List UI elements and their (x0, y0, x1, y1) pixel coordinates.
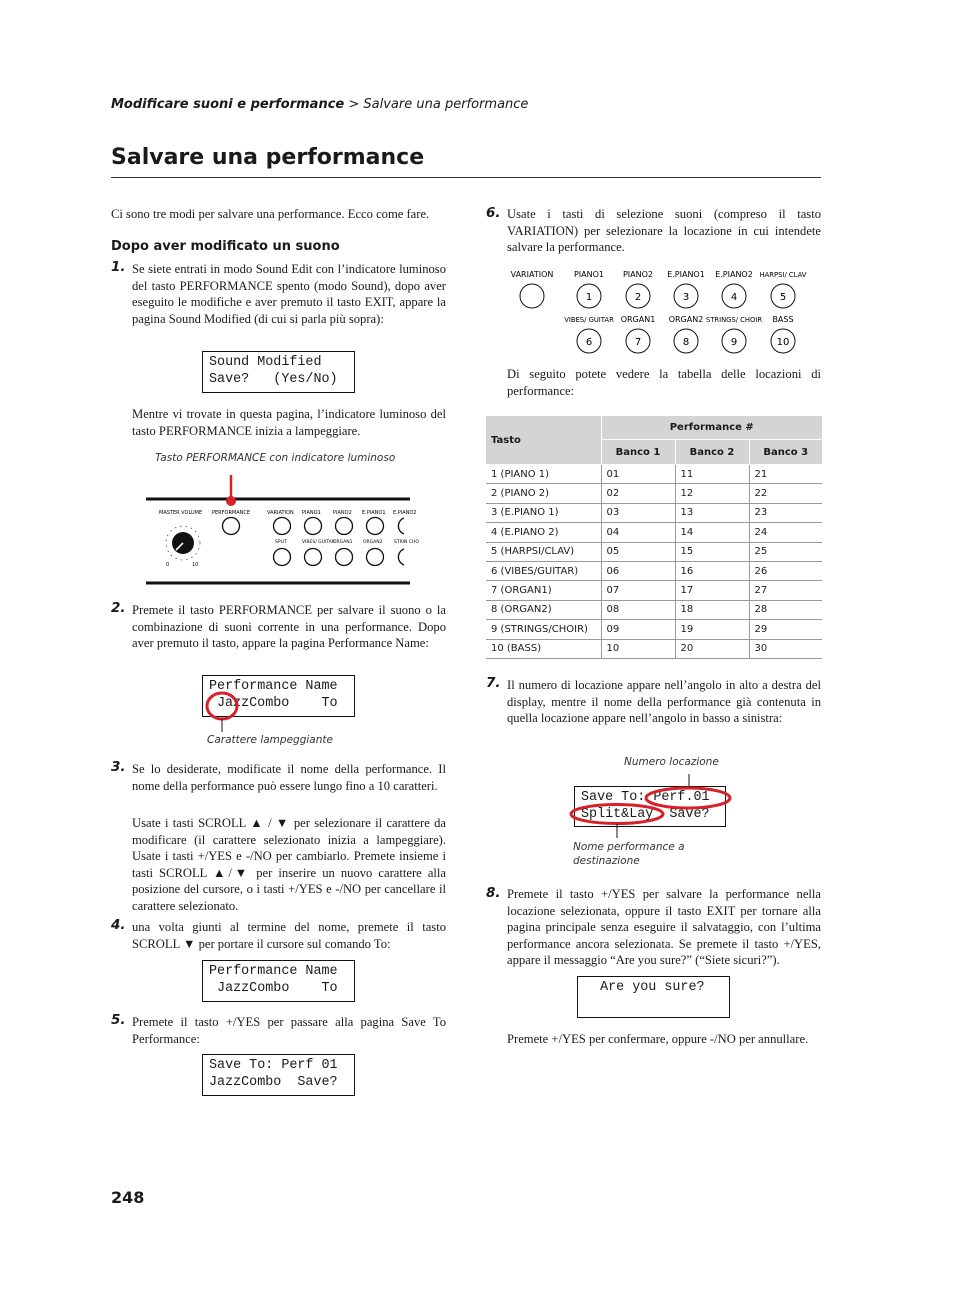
table-row (486, 465, 822, 484)
table-cell: 3 (E.PIANO 1) (486, 503, 601, 522)
panel-button (274, 518, 291, 535)
table-row (486, 503, 822, 522)
btn-label-organ2: ORGAN2 (668, 315, 704, 324)
panel-label-strings: STRIN CHO (394, 540, 419, 545)
lcd-line: Save? (Yes/No) (209, 372, 338, 387)
table-cell: 8 (ORGAN2) (486, 600, 601, 619)
lcd-line: JazzCombo To (209, 981, 338, 996)
intro-text: Ci sono tre modi per salvare una performance. Ecco come fare. (111, 207, 430, 221)
subheading: Dopo aver modificato un suono (111, 239, 340, 254)
btn-label-harpsi: HARPSI/ CLAV (759, 271, 807, 279)
table-cell: 5 (HARPSI/CLAV) (486, 542, 601, 561)
lcd-line: Are you sure? (584, 980, 705, 995)
step-7-text: Il numero di locazione appare nell’angolo in alto a destra del display, mentre il nome della performance già contenuta in quella locazione appare nell’angolo in basso a sinistra: (507, 678, 821, 726)
front-panel-illustration (146, 465, 419, 589)
lcd-line: JazzCombo To (217, 696, 338, 711)
table-cell: 10 (BASS) (486, 639, 601, 658)
lcd-line: Save To: Perf.01 (581, 790, 710, 805)
table-cell: 2 (PIANO 2) (486, 484, 601, 503)
btn-num-7: 7 (634, 337, 642, 348)
table-row (486, 561, 822, 580)
panel-button (305, 518, 322, 535)
lcd-line: Split&Lay Save? (581, 807, 710, 822)
table-cell: 6 (VIBES/GUITAR) (486, 561, 601, 580)
blink-highlight (200, 690, 250, 734)
step-7-number: 7. (486, 675, 501, 691)
btn-label-piano1: PIANO1 (573, 270, 605, 279)
lcd-are-you-sure (577, 976, 730, 1018)
header-bank-2: Banco 2 (675, 440, 749, 465)
table-cell: 13 (675, 503, 749, 522)
step-6-number: 6. (486, 205, 501, 221)
table-cell: 15 (675, 542, 749, 561)
btn-num-5: 5 (779, 292, 787, 303)
panel-button-partial (398, 549, 404, 565)
step-1-number: 1. (111, 259, 126, 275)
table-cell: 12 (675, 484, 749, 503)
btn-label-piano2: PIANO2 (622, 270, 654, 279)
step-5-number: 5. (111, 1012, 126, 1028)
btn-num-1: 1 (585, 292, 593, 303)
step-2-number: 2. (111, 600, 126, 616)
step-8-number: 8. (486, 885, 501, 901)
step-4-number: 4. (111, 917, 126, 933)
variation-button (520, 284, 544, 308)
step-8-note: Premete +/YES per confermare, oppure -/NO per annullare. (507, 1032, 809, 1046)
breadcrumb-section: Modificare suoni e performance (111, 97, 345, 112)
lcd-line: Sound Modified (209, 355, 322, 370)
table-cell: 14 (675, 523, 749, 542)
step-2-text: Premete il tasto PERFORMANCE per salvare il suono o la combinazione di suoni corrente in una performance. Dopo aver premuto il tasto, appare la pagina Performance Name: (132, 603, 446, 651)
step-5-text: Premete il tasto +/YES per passare alla pagina Save To Performance: (132, 1015, 446, 1046)
table-row (486, 600, 822, 619)
header-tasto: Tasto (486, 416, 601, 465)
name-highlight (571, 805, 663, 824)
table-cell: 02 (601, 484, 675, 503)
lcd-save-to-1 (202, 1054, 355, 1096)
table-cell: 7 (ORGAN1) (486, 581, 601, 600)
table-row (486, 581, 822, 600)
lcd-performance-name-2 (202, 960, 355, 1002)
table-cell: 19 (675, 620, 749, 639)
lcd-sound-modified (202, 351, 355, 393)
panel-button-partial (398, 518, 404, 534)
lcd-line: Performance Name (209, 679, 338, 694)
btn-num-2: 2 (634, 292, 642, 303)
panel-label-epiano2: E.PIANO2 (393, 510, 417, 516)
btn-num-8: 8 (682, 337, 690, 348)
panel-button (336, 549, 353, 566)
lcd-line: JazzCombo Save? (209, 1075, 338, 1090)
table-cell: 24 (749, 523, 822, 542)
page-title: Salvare una performance (111, 145, 425, 170)
panel-label-piano2: PIANO2 (333, 510, 352, 516)
panel-label-variation: VARIATION (267, 510, 294, 516)
panel-label-epiano1: E.PIANO1 (362, 510, 386, 516)
btn-num-3: 3 (682, 292, 690, 303)
btn-num-10: 10 (776, 337, 790, 348)
table-cell: 26 (749, 561, 822, 580)
table-cell: 01 (601, 465, 675, 484)
table-cell: 27 (749, 581, 822, 600)
table-cell: 4 (E.PIANO 2) (486, 523, 601, 542)
btn-label-organ1: ORGAN1 (620, 315, 656, 324)
table-cell: 25 (749, 542, 822, 561)
table-cell: 20 (675, 639, 749, 658)
breadcrumb-page: Salvare una performance (363, 97, 529, 112)
table-row (486, 639, 822, 658)
breadcrumb (111, 97, 528, 112)
btn-label-strings: STRINGS/ CHOIR (705, 316, 763, 324)
panel-label-organ1: ORGAN1 (333, 540, 353, 545)
table-header-row (486, 416, 822, 440)
title-rule (111, 177, 821, 178)
table-cell: 10 (601, 639, 675, 658)
btn-label-bass: BASS (772, 315, 794, 324)
table-cell: 22 (749, 484, 822, 503)
panel-button (305, 549, 322, 566)
table-cell: 21 (749, 465, 822, 484)
panel-button (367, 549, 384, 566)
step-1-note: Mentre vi trovate in questa pagina, l’indicatore luminoso del tasto PERFORMANCE inizia a lampeggiare. (132, 407, 446, 438)
step-4-text: una volta giunti al termine del nome, premete il tasto SCROLL ▼ per portare il cursore sul comando To: (132, 920, 446, 951)
btn-label-variation: VARIATION (510, 270, 554, 279)
table-cell: 17 (675, 581, 749, 600)
header-bank-1: Banco 1 (601, 440, 675, 465)
table-cell: 9 (STRINGS/CHOIR) (486, 620, 601, 639)
knob-min-label: 0 (166, 562, 170, 568)
table-row (486, 620, 822, 639)
panel-button (336, 518, 353, 535)
table-cell: 23 (749, 503, 822, 522)
table-row (486, 484, 822, 503)
performance-location-table (486, 416, 822, 659)
table-cell: 18 (675, 600, 749, 619)
table-cell: 16 (675, 561, 749, 580)
btn-num-9: 9 (730, 337, 738, 348)
table-cell: 03 (601, 503, 675, 522)
btn-label-vibes: VIBES/ GUITAR (564, 316, 614, 324)
panel-button (274, 549, 291, 566)
table-cell: 28 (749, 600, 822, 619)
performance-label: PERFORMANCE (212, 510, 251, 516)
table-cell: 29 (749, 620, 822, 639)
step-3-note: Usate i tasti SCROLL ▲ / ▼ per selezionare il carattere da modificare (il carattere selezionato inizia a lampeggiare). Usate i tasti +/YES e -/NO per cambiarlo. Premete insieme i tasti SCROLL ▲/▼ per inserire un nuovo carattere alla posizione del cursore, o i tasti +/YES e -/NO per cancellare il carattere selezionato. (132, 816, 446, 913)
table-row (486, 523, 822, 542)
table-cell: 08 (601, 600, 675, 619)
step-1-text: Se siete entrati in modo Sound Edit con l’indicatore luminoso del tasto PERFORMANCE spento (modo Sound), dopo aver eseguito le modifiche e aver premuto il tasto EXIT, appare la pagina Sound Modified (di cui si parla più sopra): (132, 262, 446, 326)
header-performance: Performance # (601, 416, 822, 440)
lcd-line: Save To: Perf 01 (209, 1058, 338, 1073)
panel-label-split: SPLIT (275, 540, 288, 545)
table-cell: 06 (601, 561, 675, 580)
performance-button (223, 518, 240, 535)
name-caption: Nome performance a destinazione (573, 841, 685, 867)
table-cell: 1 (PIANO 1) (486, 465, 601, 484)
btn-num-6: 6 (585, 337, 593, 348)
lcd-line: Performance Name (209, 964, 338, 979)
table-cell: 30 (749, 639, 822, 658)
panel-button (367, 518, 384, 535)
blink-caption: Carattere lampeggiante (207, 734, 333, 746)
btn-label-epiano1: E.PIANO1 (667, 270, 705, 279)
page-number: 248 (111, 1188, 145, 1207)
save-to-highlights (566, 772, 736, 844)
panel-caption: Tasto PERFORMANCE con indicatore luminoso (155, 452, 396, 464)
btn-num-4: 4 (730, 292, 738, 303)
table-cell: 04 (601, 523, 675, 542)
btn-label-epiano2: E.PIANO2 (715, 270, 753, 279)
step-8-text: Premete il tasto +/YES per salvare la performance nella locazione selezionata, oppure il tasto EXIT per tornare alla pagina principale senza eseguire il salvataggio, con l’ultima performance ancora selezionata. Se premete il tasto +/YES, appare il messaggio “Are you sure?” (“Siete sicuri?”). (507, 887, 821, 968)
step-6-text: Usate i tasti di selezione suoni (compreso il tasto VARIATION) per selezionare la locazione in cui intendete salvare la performance. (507, 207, 821, 255)
performance-led (226, 496, 236, 506)
panel-label-vibes: VIBES/ GUITAR (302, 540, 335, 545)
location-highlight (646, 788, 730, 808)
sound-select-buttons (500, 262, 820, 358)
table-cell: 05 (601, 542, 675, 561)
table-cell: 07 (601, 581, 675, 600)
step-3-number: 3. (111, 759, 126, 775)
table-row (486, 542, 822, 561)
table-cell: 09 (601, 620, 675, 639)
breadcrumb-separator: > (344, 97, 364, 112)
knob-max-label: 10 (192, 562, 199, 568)
blink-circle (207, 693, 237, 719)
master-volume-label: MASTER VOLUME (159, 510, 203, 516)
step-6-note: Di seguito potete vedere la tabella delle locazioni di performance: (507, 367, 821, 398)
location-caption: Numero locazione (624, 756, 719, 768)
panel-label-organ2: ORGAN2 (363, 540, 383, 545)
table-cell: 11 (675, 465, 749, 484)
header-bank-3: Banco 3 (749, 440, 822, 465)
panel-label-piano1: PIANO1 (302, 510, 321, 516)
step-3-text: Se lo desiderate, modificate il nome della performance. Il nome della performance può essere lungo fino a 10 caratteri. (132, 762, 446, 793)
